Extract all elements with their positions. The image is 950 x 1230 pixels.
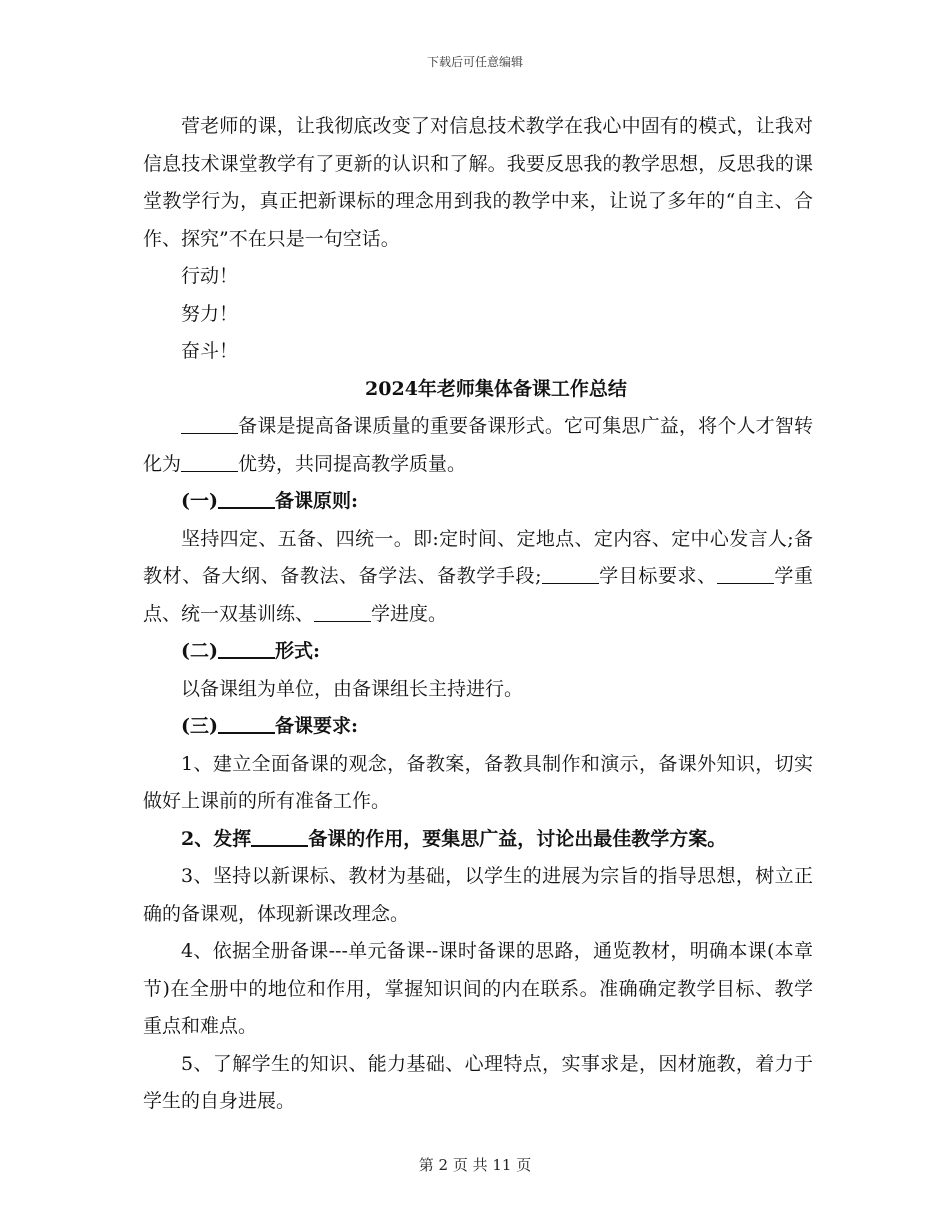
heading-number: (三) <box>181 715 218 737</box>
fill-blank <box>181 414 238 434</box>
fill-blank <box>717 564 774 584</box>
heading-form <box>143 633 813 671</box>
heading-number: (一) <box>181 490 218 512</box>
fill-blank <box>542 564 599 584</box>
paragraph-strive: 奋斗！ <box>181 340 239 362</box>
fill-blank <box>218 713 275 734</box>
paragraph-principles <box>143 521 813 634</box>
heading-principles <box>143 483 813 521</box>
intro-text-a: 备课是提高备课质量的重要备课形式。它可集思广益，将个人才智转化为 <box>143 415 813 475</box>
heading-number: (二) <box>181 640 218 662</box>
requirement-2 <box>143 821 813 859</box>
fill-blank <box>218 638 275 659</box>
heading-text: 备课要求: <box>274 715 358 737</box>
requirement-2-text-a: 2、发挥 <box>181 827 252 850</box>
intro-text-b: 优势，共同提高教学质量。 <box>238 452 467 475</box>
requirement-5: 5、了解学生的知识、能力基础、心理特点，实事求是，因材施教，着力于学生的自身进展。 <box>143 1052 813 1112</box>
page-number: 第 2 页 共 11 页 <box>418 1156 532 1174</box>
paragraph-intro <box>143 408 813 483</box>
document-body <box>143 108 813 1121</box>
principle-text-d: 学进度。 <box>371 602 448 625</box>
requirement-2-text-b: 备课的作用，要集思广益，讨论出最佳教学方案。 <box>308 827 727 850</box>
heading-text: 形式: <box>274 640 320 662</box>
heading-requirements <box>143 708 813 746</box>
requirement-4: 4、依据全册备课---单元备课--课时备课的思路，通览教材，明确本课(本章节)在全册中的地位和作用，掌握知识间的内在联系。准确确定教学目标、教学重点和难点。 <box>143 940 813 1037</box>
principle-text-c: 学重点、统一双基训练、 <box>143 565 813 625</box>
paragraph-form: 以备课组为单位，由备课组长主持进行。 <box>181 677 524 700</box>
requirement-1: 1、建立全面备课的观念，备教案，备教具制作和演示，备课外知识，切实做好上课前的所有准备工作。 <box>143 752 813 812</box>
heading-text: 备课原则: <box>274 490 358 512</box>
document-title: 2024年老师集体备课工作总结 <box>365 377 627 400</box>
principle-text-b: 学目标要求、 <box>598 565 717 587</box>
paragraph-reflection: 菅老师的课，让我彻底改变了对信息技术教学在我心中固有的模式，让我对信息技术课堂教学有了更新的认识和了解。我要反思我的教学思想，反思我的课堂教学行为，真正把新课标的理念用到我的教学中来，让说了多年的“自主、合作、探究”不在只是一句空话。 <box>143 115 813 250</box>
paragraph-effort: 努力！ <box>181 302 239 325</box>
fill-blank <box>218 488 275 509</box>
fill-blank <box>251 826 308 847</box>
fill-blank <box>181 452 238 472</box>
principle-text-a: 坚持四定、五备、四统一。即:定时间、定地点、定内容、定中心发言人;备教材、备大纲、备教法、备学法、备教学手段; <box>143 527 813 587</box>
fill-blank <box>314 602 371 622</box>
paragraph-action: 行动！ <box>181 265 239 287</box>
requirement-3: 3、坚持以新课标、教材为基础，以学生的进展为宗旨的指导思想，树立正确的备课观，体现新课改理念。 <box>143 865 813 925</box>
page-header-note: 下载后可任意编辑 <box>426 55 523 69</box>
